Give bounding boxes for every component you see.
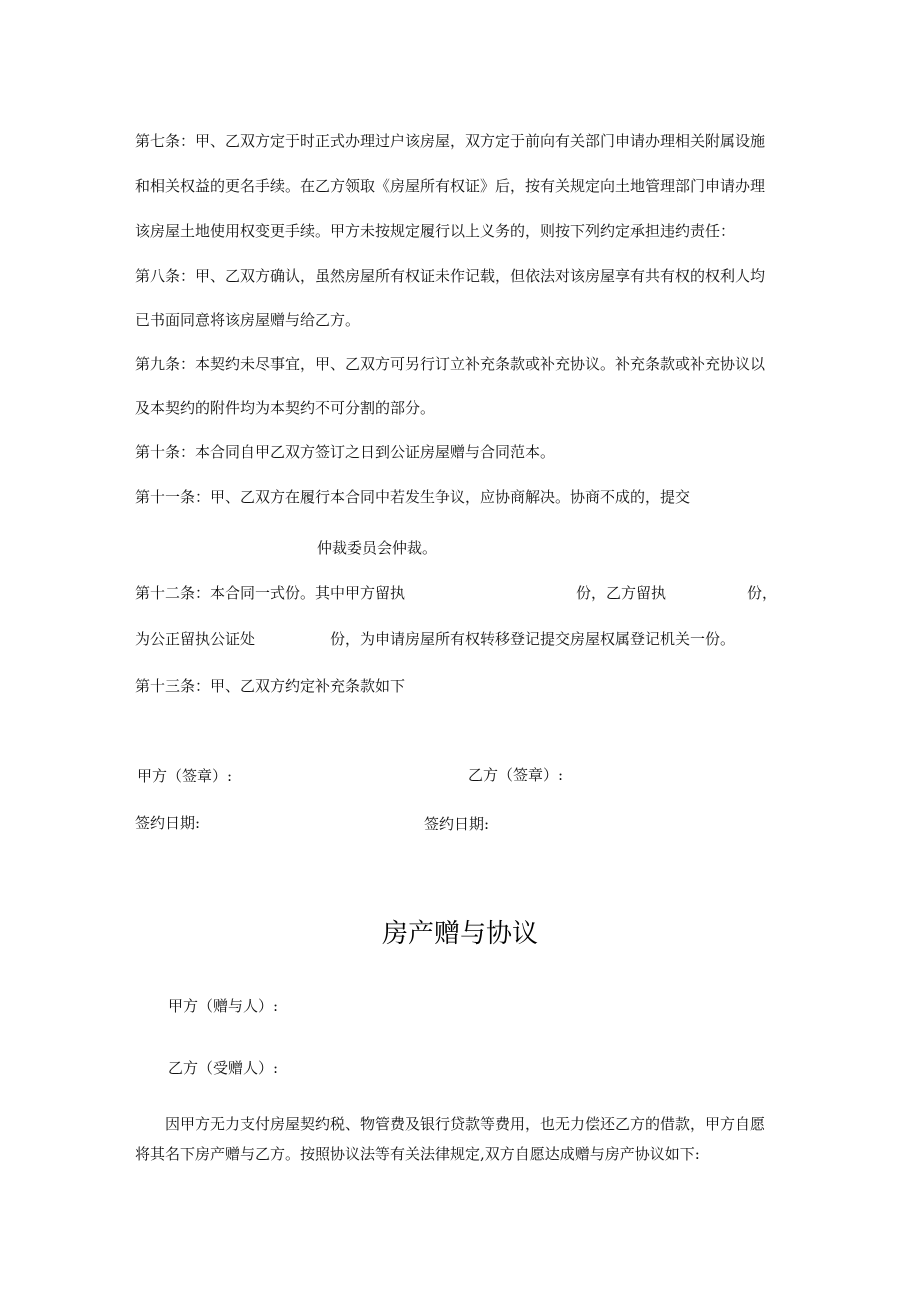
article7-line1: 第七条：甲、乙双方定于时正式办理过户该房屋，双方定于前向有关部门申请办理相关附属设施 — [135, 132, 766, 150]
article12-part5: 份，为申请房屋所有权转移登记提交房屋权属登记机关一份。 — [330, 630, 736, 648]
donee-label: 乙方（受赠人）: — [168, 1059, 279, 1077]
agreement-intro-line2: 将其名下房产赠与乙方。按照协议法等有关法律规定,双方自愿达成赠与房产协议如下: — [135, 1145, 700, 1163]
article7-line3: 该房屋土地使用权变更手续。甲方未按规定履行以上义务的，则按下列约定承担违约责任： — [135, 222, 736, 240]
article12-part3: 份， — [747, 584, 778, 602]
party-b-signature-label: 乙方（签章）: — [468, 766, 564, 784]
article8-line2: 已书面同意将该房屋赠与给乙方。 — [135, 311, 361, 329]
article7-line2: 和相关权益的更名手续。在乙方领取《房屋所有权证》后，按有关规定向土地管理部门申请办理 — [135, 177, 766, 195]
article11-line2: 仲裁委员会仲裁。 — [317, 539, 438, 557]
article11-line1: 第十一条：甲、乙双方在履行本合同中若发生争议，应协商解决。协商不成的，提交 — [135, 488, 691, 506]
article9-line1: 第九条：本契约未尽事宜，甲、乙双方可另行订立补充条款或补充协议。补充条款或补充协议以 — [135, 355, 766, 373]
article8-line1: 第八条：甲、乙双方确认，虽然房屋所有权证未作记载，但依法对该房屋享有共有权的权利人均 — [135, 267, 766, 285]
article10-line1: 第十条：本合同自甲乙双方签订之日到公证房屋赠与合同范本。 — [135, 443, 556, 461]
donor-label: 甲方（赠与人）: — [168, 997, 279, 1015]
article12-part4: 为公正留执公证处 — [135, 630, 256, 648]
article12-part1: 第十二条：本合同一式份。其中甲方留执 — [135, 584, 406, 602]
party-a-signature-label: 甲方（签章）: — [137, 767, 233, 785]
party-b-date-label: 签约日期: — [424, 815, 490, 833]
article12-part2: 份，乙方留执 — [576, 584, 667, 602]
agreement-intro-line1: 因甲方无力支付房屋契约税、物管费及银行贷款等费用，也无力偿还乙方的借款，甲方自愿 — [165, 1115, 766, 1133]
article9-line2: 及本契约的附件均为本契约不可分割的部分。 — [135, 399, 436, 417]
agreement-title: 房产赠与协议 — [381, 919, 538, 949]
party-a-date-label: 签约日期: — [135, 814, 201, 832]
article13-line1: 第十三条：甲、乙双方约定补充条款如下 — [135, 677, 406, 695]
